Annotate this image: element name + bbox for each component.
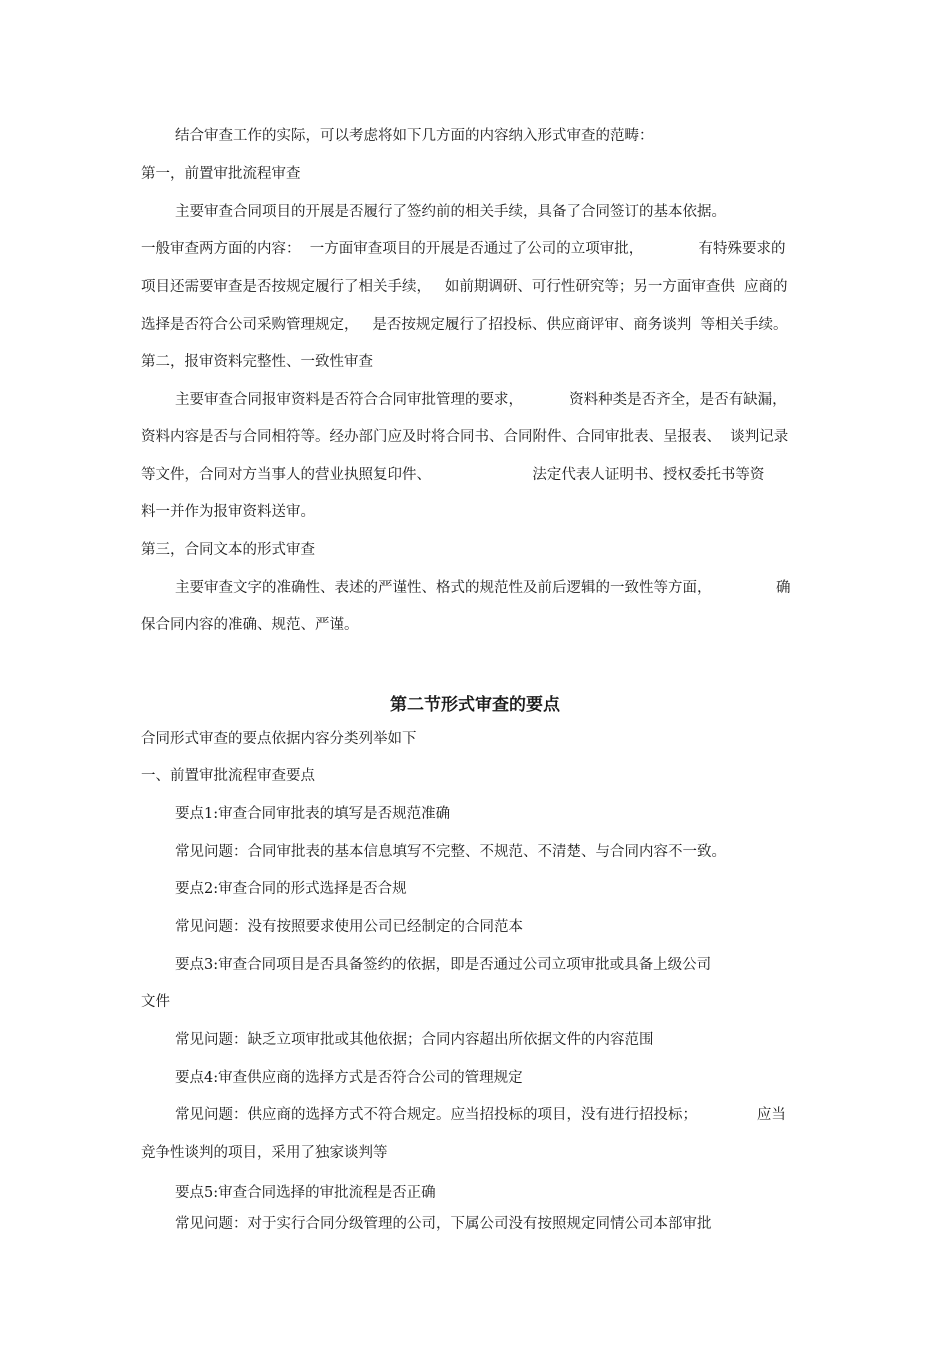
issue-4-continued: 竞争性谈判的项目，采用了独家谈判等 — [141, 1145, 388, 1161]
issue-2: 常见问题：没有按照要求使用公司已经制定的合同范本 — [175, 919, 523, 935]
item2-title: 第二，报审资料完整性、一致性审查 — [141, 354, 373, 370]
item1-line-1: 主要审查合同项目的开展是否履行了签约前的相关手续，具备了合同签订的基本依据。 — [175, 204, 726, 220]
point-3-continued: 文件 — [141, 994, 170, 1010]
point-1: 要点1:审查合同审批表的填写是否规范准确 — [175, 806, 451, 822]
item1-title: 第一，前置审批流程审查 — [141, 166, 301, 182]
item3-title: 第三，合同文本的形式审查 — [141, 542, 315, 558]
point-4: 要点4:审查供应商的选择方式是否符合公司的管理规定 — [175, 1070, 523, 1086]
section-heading: 第二节形式审查的要点 — [390, 695, 560, 715]
issue-3: 常见问题：缺乏立项审批或其他依据；合同内容超出所依据文件的内容范围 — [175, 1032, 654, 1048]
item2-line-2: 资料内容是否与合同相符等。经办部门应及时将合同书、合同附件、合同审批表、呈报表、 谈判记录 — [141, 429, 789, 445]
item1-line-4: 选择是否符合公司采购管理规定， 是否按规定履行了招投标、供应商评审、商务谈判 等相关手续。 — [141, 317, 788, 333]
item2-line-4: 料一并作为报审资料送审。 — [141, 504, 315, 520]
point-3: 要点3:审查合同项目是否具备签约的依据，即是否通过公司立项审批或具备上级公司 — [175, 957, 712, 973]
point-2: 要点2:审查合同的形式选择是否合规 — [175, 881, 407, 897]
section2-subtitle: 一、前置审批流程审查要点 — [141, 768, 315, 784]
issue-4: 常见问题：供应商的选择方式不符合规定。应当招投标的项目，没有进行招投标； 应当 — [175, 1107, 786, 1123]
issue-5: 常见问题：对于实行合同分级管理的公司，下属公司没有按照规定同情公司本部审批 — [175, 1216, 712, 1232]
intro-paragraph: 结合审查工作的实际，可以考虑将如下几方面的内容纳入形式审查的范畴： — [175, 128, 654, 144]
item2-line-1: 主要审查合同报审资料是否符合合同审批管理的要求， 资料种类是否齐全，是否有缺漏， — [175, 392, 787, 408]
section2-intro: 合同形式审查的要点依据内容分类列举如下 — [141, 731, 417, 747]
issue-1: 常见问题：合同审批表的基本信息填写不完整、不规范、不清楚、与合同内容不一致。 — [175, 844, 726, 860]
item2-line-3: 等文件，合同对方当事人的营业执照复印件、 法定代表人证明书、授权委托书等资 — [141, 467, 765, 483]
item3-line-1: 主要审查文字的准确性、表述的严谨性、格式的规范性及前后逻辑的一致性等方面， 确 — [175, 580, 791, 596]
item1-line-2: 一般审查两方面的内容： 一方面审查项目的开展是否通过了公司的立项审批， 有特殊要求的 — [141, 241, 786, 257]
point-5: 要点5:审查合同选择的审批流程是否正确 — [175, 1185, 436, 1201]
item1-line-3: 项目还需要审查是否按规定履行了相关手续， 如前期调研、可行性研究等；另一方面审查供 应商的 — [141, 279, 788, 295]
item3-line-2: 保合同内容的准确、规范、严谨。 — [141, 617, 359, 633]
